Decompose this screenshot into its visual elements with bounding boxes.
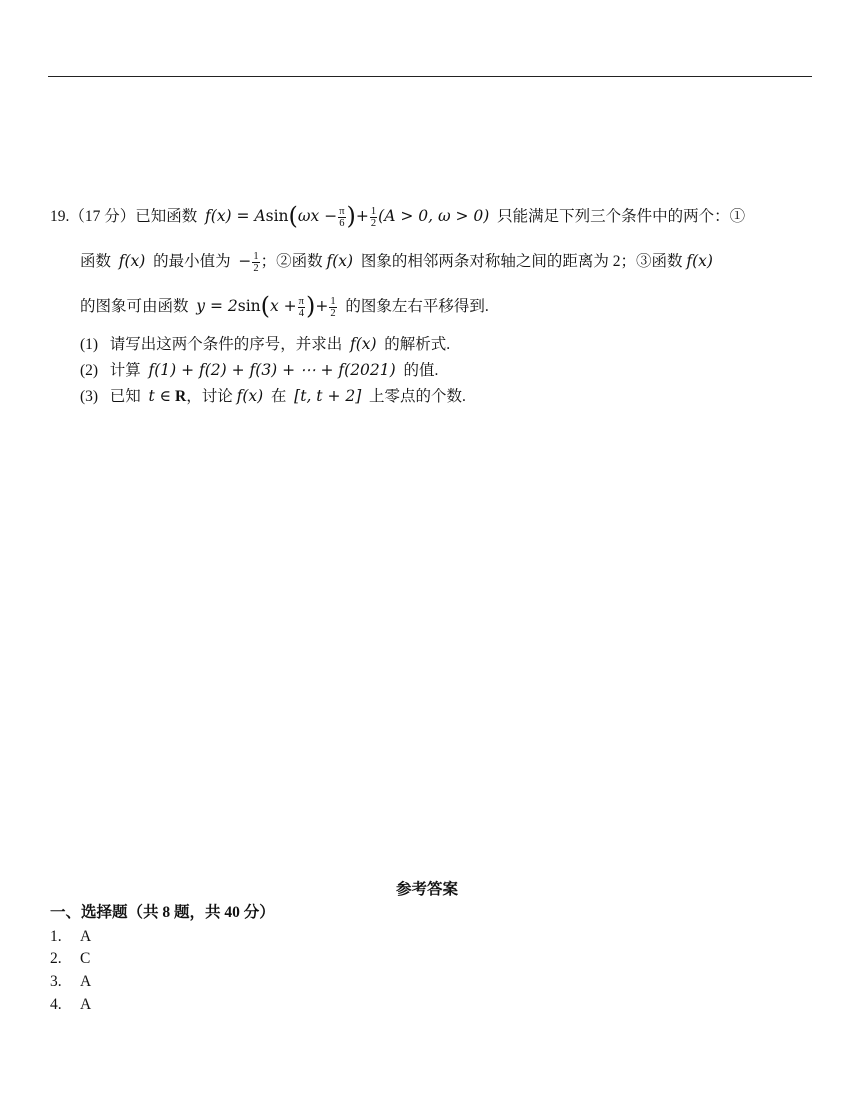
problem-number: 19. xyxy=(50,208,70,226)
answer-item: 2. C xyxy=(50,950,91,967)
fraction-1-2: $\frac{1}{2}$ xyxy=(370,206,377,229)
fraction-1-2-b: $\frac{1}{2}$ xyxy=(330,296,336,319)
formula-conditions: (A > 0, ω > 0) xyxy=(378,207,490,226)
subquestion-3: (3) 已知 t ∈ R，讨论 f(x) 在 [t, t + 2] 上零点的个数. xyxy=(80,387,466,405)
problem-line-2: 函数 f(x) 的最小值为 − $\frac{1}{2}$ ；②函数 f(x) 图象的相邻两条对称轴之间的距离为 2；③函数 f(x) xyxy=(80,251,713,274)
answers-title: 参考答案 xyxy=(396,881,459,898)
answer-item: 3. A xyxy=(50,973,92,990)
problem-points: （17 分） xyxy=(69,208,136,226)
problem-intro: 已知函数 xyxy=(135,208,198,226)
subquestion-1: (1) 请写出这两个条件的序号，并求出 f(x) 的解析式. xyxy=(80,335,451,353)
problem-tail: 只能满足下列三个条件中的两个：① xyxy=(497,208,746,226)
problem-line-1: 19.（17 分）已知函数 f(x) = Asin(ωx − $\frac{\pi}{6}$ )+ $\frac{1}{2}$ (A > 0, ω > 0) 只能满足下列三个条件中的两个：① xyxy=(50,202,746,231)
answer-item: 1. A xyxy=(50,928,92,945)
subquestion-2: (2) 计算 f(1) + f(2) + f(3) + ⋯ + f(2021) 的值. xyxy=(80,361,439,379)
answers-section-heading: 一、选择题（共 8 题，共 40 分） xyxy=(50,904,275,921)
fraction-1-2-min: $\frac{1}{2}$ xyxy=(253,251,259,274)
answer-item: 4. A xyxy=(50,996,92,1013)
header-rule xyxy=(48,76,812,77)
formula-sin: sin xyxy=(265,207,289,226)
formula-inside: ωx − xyxy=(297,207,338,226)
fraction-pi-4: $\frac{\pi}{4}$ xyxy=(298,296,304,319)
fraction-pi-6: $\frac{\pi}{6}$ xyxy=(339,206,345,229)
problem-line-3: 的图象可由函数 y = 2sin(x + $\frac{\pi}{4}$ )+ $\frac{1}{2}$ 的图象左右平移得到. xyxy=(80,292,489,321)
formula-f: f(x) = A xyxy=(205,207,266,226)
